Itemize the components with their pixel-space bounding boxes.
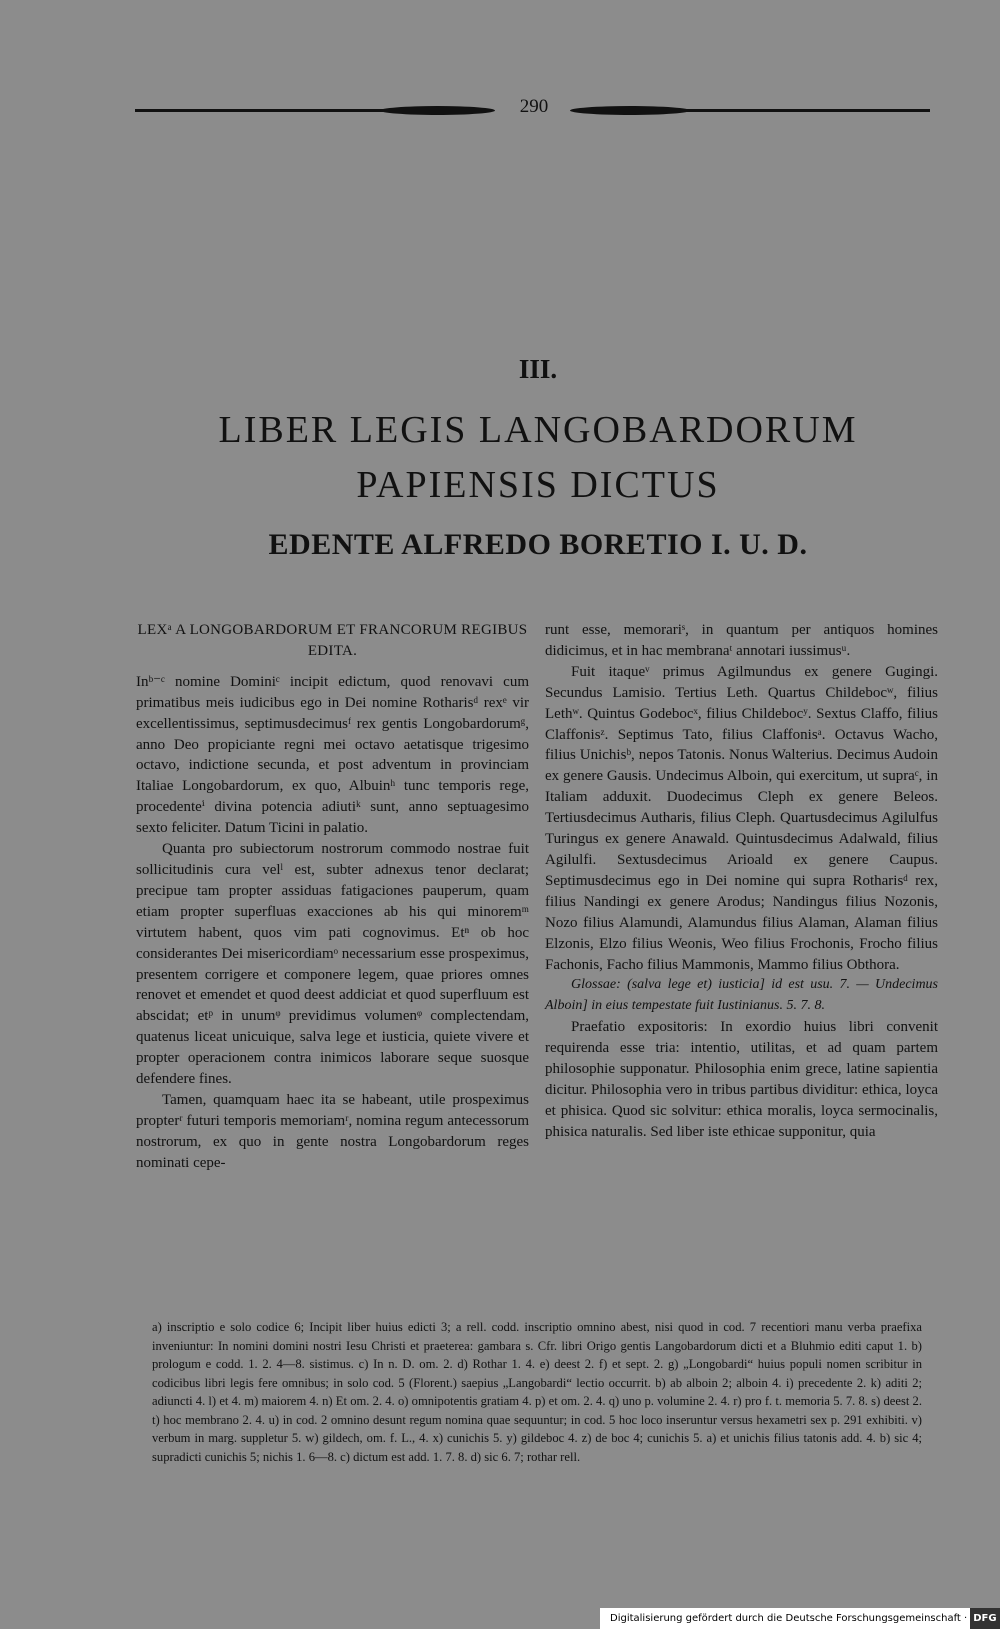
part-number: III. [518,354,558,384]
editor-line: EDENTE ALFREDO BORETIO I. U. D. [268,528,808,561]
page-header [135,96,930,126]
praefatio: Praefatio expositoris: In exordio huius libri convenit requirenda esse tria: intentio, utilitas, et ad quam partem philosophie supponatur. Philosophia enim grece, latine sapientia dicitur. Philosophia vero in tribus partibus dividitur: ethica, loyca et phisica. Quod sic solvitur: ethica moralis, loyca sermocinalis, phisica naturalis. Sed liber iste ethicae supponitur, quia [545,1019,938,1140]
digitization-credit [600,1608,1000,1629]
credit-text: Digitalisierung gefördert durch die Deutsche Forschungsgemeinschaft · [610,1613,968,1624]
footnote-text: a) inscriptio e solo codice 6; Incipit liber huius edicti 3; a rell. codd. inscriptio omnino abest, nisi quod in cod. 7 recentiori manu verba praefixa inveniuntur: In nomini domini nostri Iesu Christi et praeterea: gambara s. Cfr. libri Origo gentis Langobardorum dicti et a Bluhmio editi caput 1. b) prologum e codd. 1. 2. 4—8. sistimus. c) In n. D. om. 2. d) Rothar 1. 4. e) deest 2. f) et sept. 2. g) „Longobardi“ huius populi nomen scribitur in codicibus libri legis fere omnibus; in solo cod. 5 (Florent.) saepius „Langobardi“ lectio occurrit. b) ab alboin 2; alboin 4. i) precedente 2. k) aditi 2; adiuncti 4. l) et 4. m) maiorem 4. n) Et om. 2. 4. o) omnipotentis gratiam 4. p) et om. 2. 4. q) uno p. volumine 2. 4. r) pro f. t. memoria 5. 7. 8. s) deest 2. t) hoc membrano 2. 4. u) in cod. 2 omnino desunt regum nomina quae sequuntur; in cod. 5 hoc loco inseruntur versus hexametri sex p. 291 exhibiti. v) verbum in marg. suppletur 5. w) gildech, om. f. L., 4. x) cunichis 5. y) gildeboc 4. z) de boc 4; cunichis 5. a) et unichis filius tatonis add. 4. b) sic 4; supradicti cunichis 5; nichis 1. 6—8. c) dictum est add. 1. 7. 8. d) sic 6. 7; rothar rell. [152,1320,922,1464]
right-column [545,620,938,1143]
title-line-1: LIBER LEGIS LANGOBARDORUM [218,409,858,451]
paragraph: Quanta pro subiectorum nostrorum commodo nostrae fuit sollicitudinis cura velˡ est, subter adnexus tenor declarat; precipue tam propter assiduas fatigaciones pauperum, quam etiam propter superfluas exacciones ab his qui minoremᵐ virtutem habent, quos vim pati cognovimus. Etⁿ ob hoc considerantes Dei misericordiamᵒ necessarium esse prospeximus, presentem corrigere et componere legem, quae priores omnes renovet et emendet et quod deest addiciat et quod superfluum est abscidat; etᵖ in unumᵠ previdimus volumenᵠ complectendam, quatenus liceat unicuique, salva lege et iusticia, quiete vivere et propter operacionem contra inimicos laborare seque suosque defendere fines. [136,841,529,1088]
paragraph: Inᵇ⁻ᶜ nomine Dominiᶜ incipit edictum, quod renovavi cum primatibus meis iudicibus ego in Dei nomine Rotharisᵈ rexᵉ vir excellentissimus, septimusdecimusᶠ rex gentis Longobardorumᵍ, anno Deo propiciante regni mei octavo aetatisque trigesimo octavo, indictione secunda, et post adventum in provinciam Italiae Longobardorum, ex quo, Albuinʰ tunc temporis rege, procedenteⁱ divina potencia adiutiᵏ sunt, anno septuagesimo sexto feliciter. Datum Ticini in palatio. [136,673,529,837]
paragraph: Tamen, quamquam haec ita se habeant, utile prospeximus propterʳ futuri temporis memoriamʳ, nomina regum antecessorum nostrorum, ex quo in gente nostra Longobardorum reges nominati cepe- [136,1091,529,1171]
header-ornament-right [570,106,690,115]
gloss: Glossae: (salva lege et) iusticia] id est usu. 7. — Undecimus Alboin] in eius tempestate fuit Iustinianus. 5. 7. 8. [545,977,938,1014]
paragraph: Fuit itaqueᵛ primus Agilmundus ex genere Gugingi. Secundus Lamisio. Tertius Leth. Quartus Childebocʷ, filius Lethʷ. Quintus Godebocˣ, filius Childebocʸ. Sextus Claffo, filius Claffonisᶻ. Septimus Tato, filius Claffonisᵃ. Octavus Wacho, filius Unichisᵇ, nepos Tatonis. Nonus Walterius. Decimus Audoin ex genere Gausis. Undecimus Alboin, qui exercitum, ut supraᶜ, in Italiam adduxit. Duodecimus Cleph ex genere Beleos. Tertiusdecimus Autharis, filius Cleph. Quartusdecimus Agilulfus Turingus ex genere Anawald. Quintusdecimus Adalwald, filius Agilulfi. Sextusdecimus Arioald ex genere Caupus. Septimusdecimus ego in Dei nomine qui supra Rotharisᵈ rex, filius Nandingi ex genere Arodus; Nandingus filius Nozonis, Nozo filius Alamundi, Alamundus filius Alaman, Alaman filius Elzonis, Elzo filius Weonis, Weo filius Frochonis, Frocho filius Fachonis, Facho filius Mammonis, Mammo filius Obthora. [545,663,938,973]
page-number: 290 [519,96,549,117]
lex-heading: LEXᵃ A LONGOBARDORUM ET FRANCORUM REGIBUS EDITA. [137,622,528,659]
header-ornament-left [380,106,495,115]
dfg-logo: DFG [970,1608,999,1629]
title-line-2: PAPIENSIS DICTUS [356,464,720,506]
left-column [136,620,529,1174]
paragraph: runt esse, memorariˢ, in quantum per antiquos homines didicimus, et in hac membranaᵗ annotari iussimusᵘ. [545,622,938,659]
footnotes [152,1318,922,1466]
